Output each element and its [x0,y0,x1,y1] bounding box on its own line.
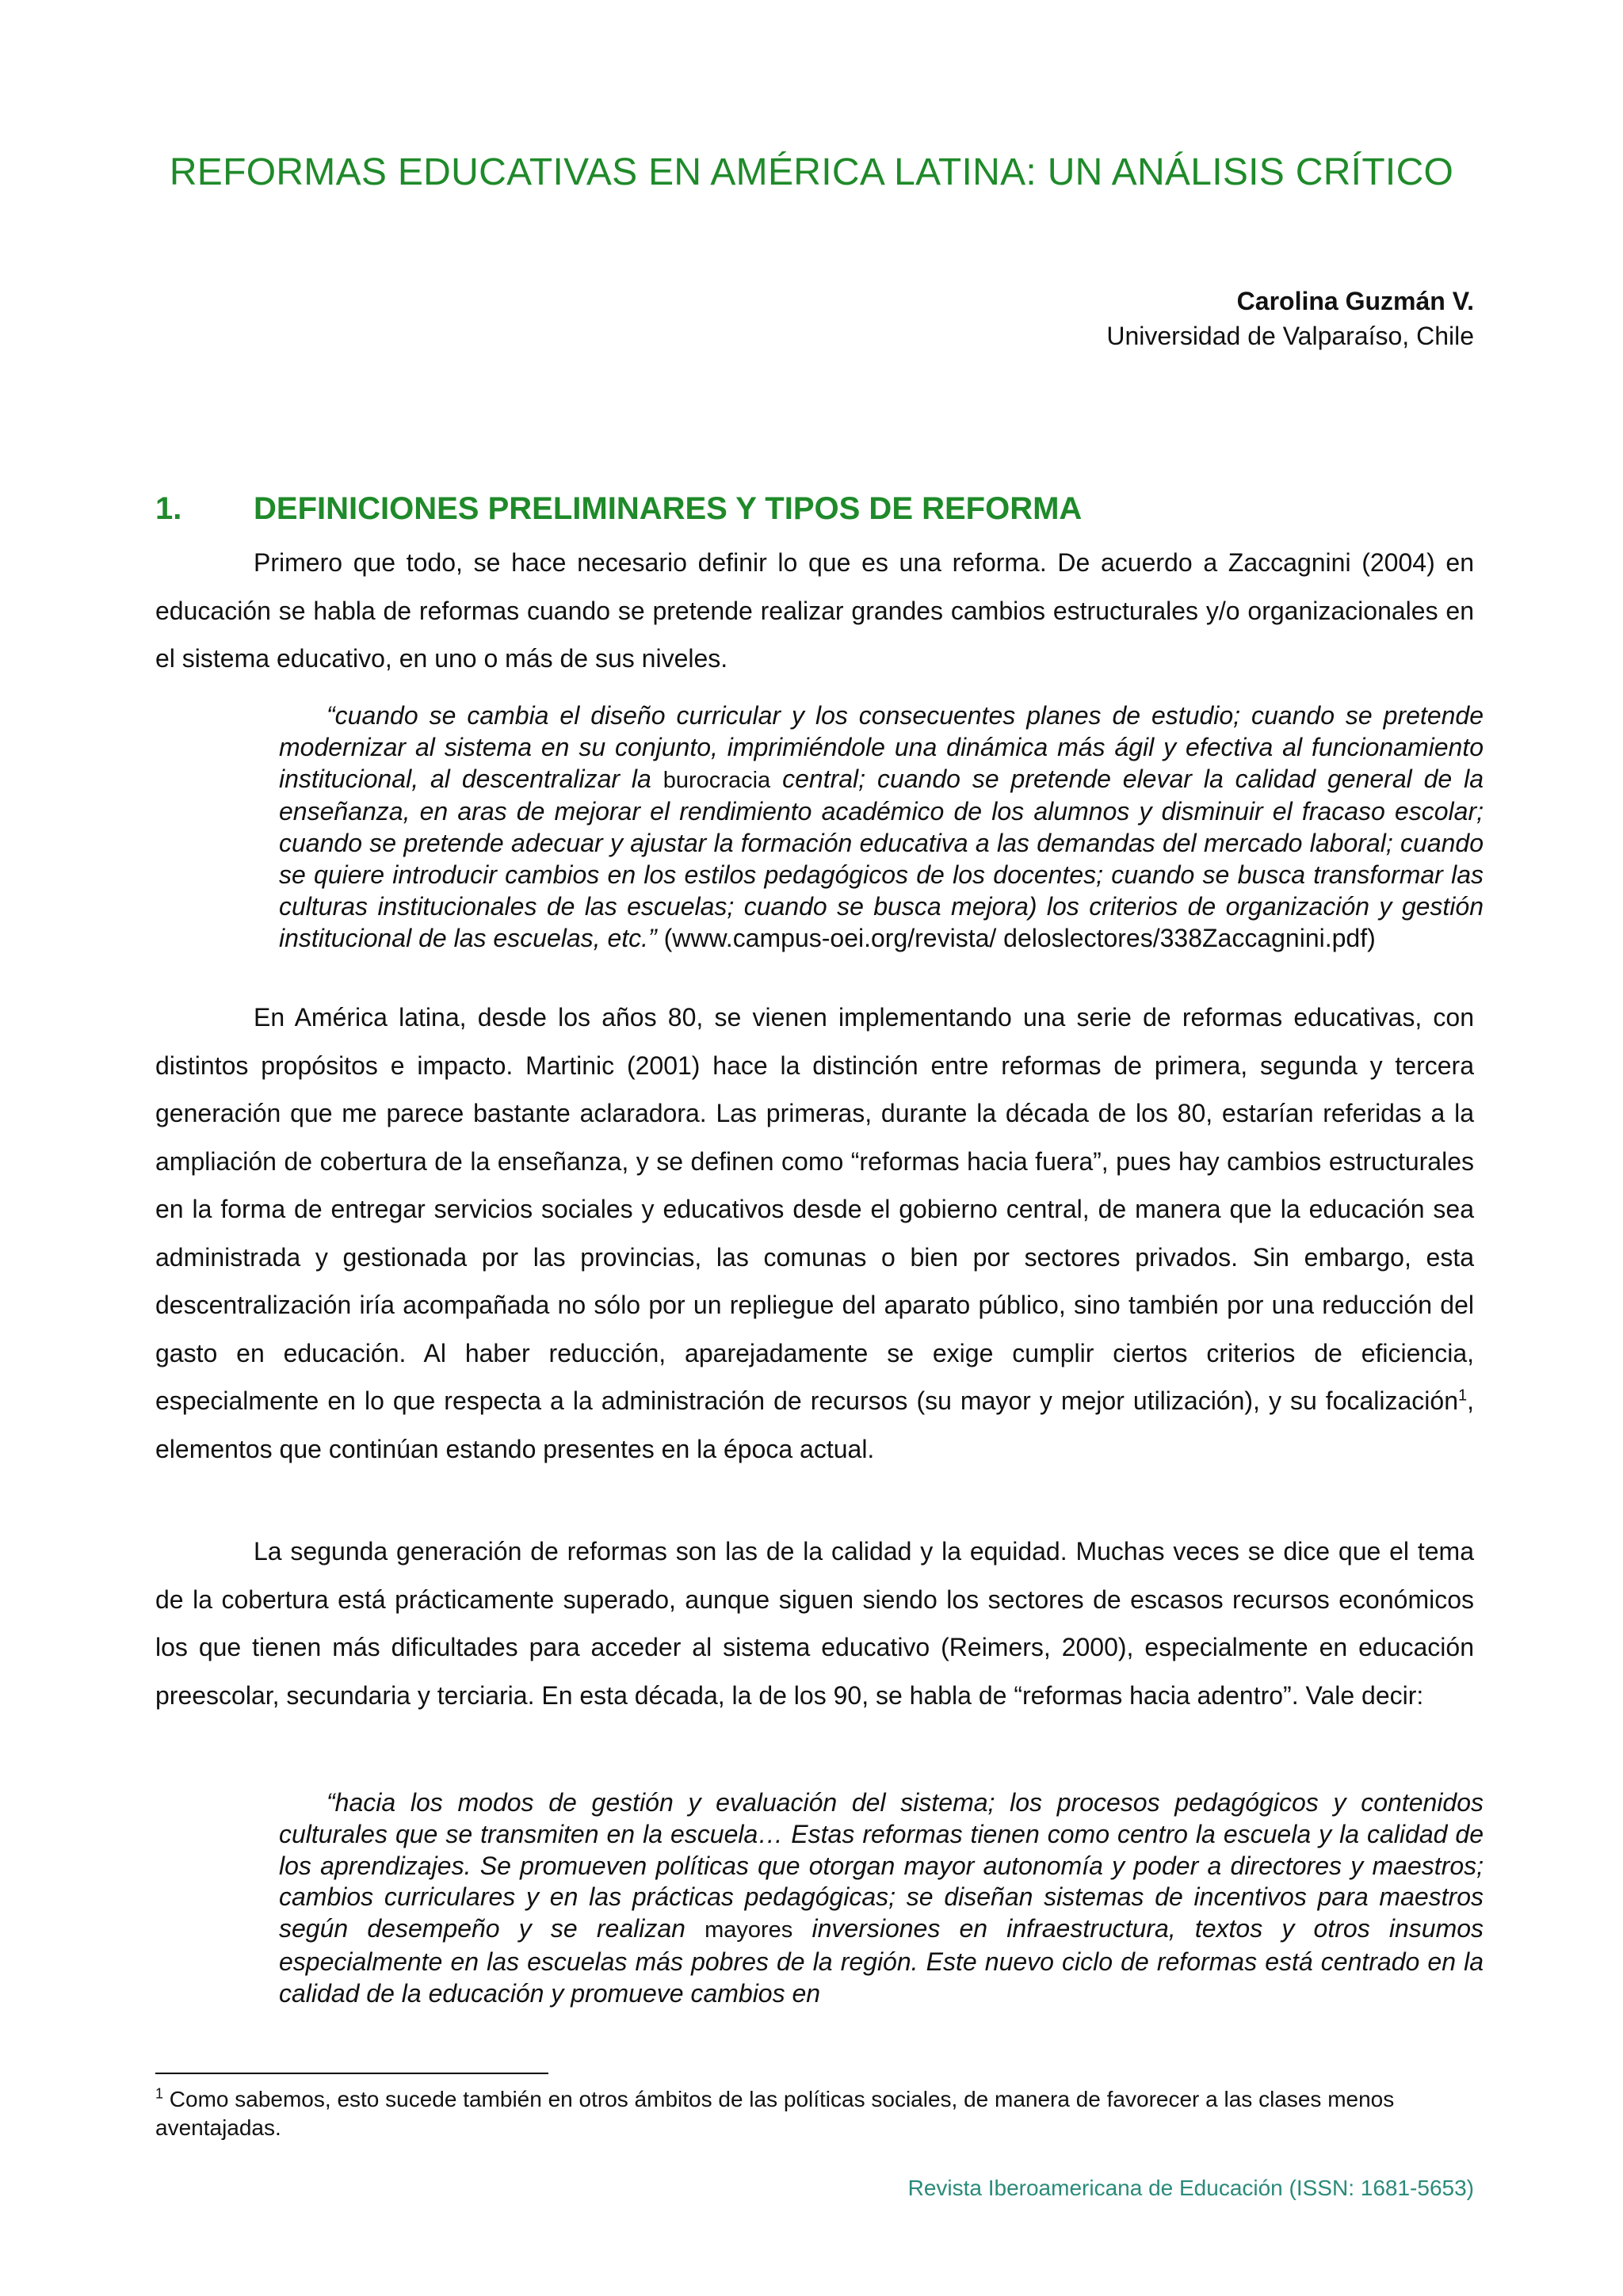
paragraph-2-text: En América latina, desde los años 80, se vienen implementando una serie de reformas educativas, con distintos propósitos e impacto. Martinic (2001) hace la distinción entre reformas de primera, segunda y tercera generación que me parece bastante aclaradora. Las primeras, durante la década de los 80, estarían referidas a la ampliación de cobertura de la enseñanza, y se definen como “reformas hacia fuera”, pues hay cambios estructurales en la forma de entregar servicios sociales y educativos desde el gobierno central, de manera que la educación sea administrada y gestionada por las provincias, las comunas o bien por sectores privados. Sin embargo, esta descentralización iría acompañada no sólo por un repliegue del aparato público, sino también por una reducción del gasto en educación. Al haber reducción, aparejadamente se exige cumplir ciertos criterios de eficiencia, especialmente en lo que respecta a la administración de recursos (su mayor y mejor utilización), y su focalización [155,1003,1474,1415]
footnote-divider [155,2073,548,2074]
paragraph-1 [155,539,1474,683]
author-name: Carolina Guzmán V. [1236,287,1474,315]
author-block [1106,284,1474,353]
quote-1-upright-word: burocracia [663,767,771,793]
block-quote-2 [279,1787,1484,2010]
footnote [155,2085,1474,2142]
journal-footer: Revista Iberoamericana de Educación (ISSN: 1681-5653) [907,2176,1474,2200]
quote-1-part1: “cuando se cambia el diseño curricular y los consecuentes planes de estudio; cuando se pretende modernizar al sistema en su conjunto, imprimiéndole una dinámica más ágil y efectiva al funcionamiento institucional, al descentralizar la [279,701,1484,793]
quote-2-part2: inversiones en infraestructura, textos y otros insumos especialmente en las escuelas más pobres de la región. Este nuevo ciclo de reformas está centrado en la calidad de la educación y promueve cambios en [279,1914,1484,2008]
quote-1-part2: central; cuando se pretende elevar la calidad general de la enseñanza, en aras de mejorar el rendimiento académico de los alumnos y disminuir el fracaso escolar; cuando se pretende adecuar y ajustar la formación educativa a las demandas del mercado laboral; cuando se quiere introducir cambios en los estilos pedagógicos de los docentes; cuando se busca transformar las culturas institucionales de las escuelas; cuando se busca mejora) los criterios de organización y gestión institucional de las escuelas, etc.” [279,764,1484,952]
quote-2-part1: “hacia los modos de gestión y evaluación del sistema; los procesos pedagógicos y contenidos culturales que se transmiten en la escuela… Estas reformas tienen como centro la escuela y la calidad de los aprendizajes. Se promueven políticas que otorgan mayor autonomía y poder a directores y maestros; cambios curriculares y en las prácticas pedagógicas; se diseñan sistemas de incentivos para maestros según desempeño y se realizan [279,1788,1484,1943]
author-affiliation: Universidad de Valparaíso, Chile [1106,322,1474,350]
quote-1-reference: (www.campus-oei.org/revista/ deloslectores/338Zaccagnini.pdf) [663,923,1376,952]
footnote-marker: 1 [1457,1386,1468,1405]
footnote-number: 1 [155,2085,164,2102]
block-quote-1 [279,700,1484,954]
section-heading [155,491,1082,527]
paragraph-2-tail: , elementos que continúan estando presentes en la época actual. [155,1386,1474,1463]
footnote-text: Como sabemos, esto sucede también en otros ámbitos de las políticas sociales, de manera de favorecer a las clases menos aventajadas. [155,2087,1395,2140]
paragraph-3-text: La segunda generación de reformas son las de la calidad y la equidad. Muchas veces se dice que el tema de la cobertura está prácticamente superado, aunque siguen siendo los sectores de escasos recursos económicos los que tienen más dificultades para acceder al sistema educativo (Reimers, 2000), especialmente en educación preescolar, secundaria y terciaria. En esta década, la de los 90, se habla de “reformas hacia adentro”. Vale decir: [155,1537,1474,1710]
section-title: DEFINICIONES PRELIMINARES Y TIPOS DE REFORMA [254,491,1083,526]
quote-2-upright-word: mayores [705,1917,793,1943]
paragraph-1-text: Primero que todo, se hace necesario definir lo que es una reforma. De acuerdo a Zaccagnini (2004) en educación se habla de reformas cuando se pretende realizar grandes cambios estructurales y/o organizacionales en el sistema educativo, en uno o más de sus niveles. [155,548,1474,673]
paragraph-2 [155,994,1474,1473]
page-title: REFORMAS EDUCATIVAS EN AMÉRICA LATINA: UN ANÁLISIS CRÍTICO [169,151,1454,193]
paragraph-3 [155,1527,1474,1719]
section-number: 1. [155,491,182,526]
